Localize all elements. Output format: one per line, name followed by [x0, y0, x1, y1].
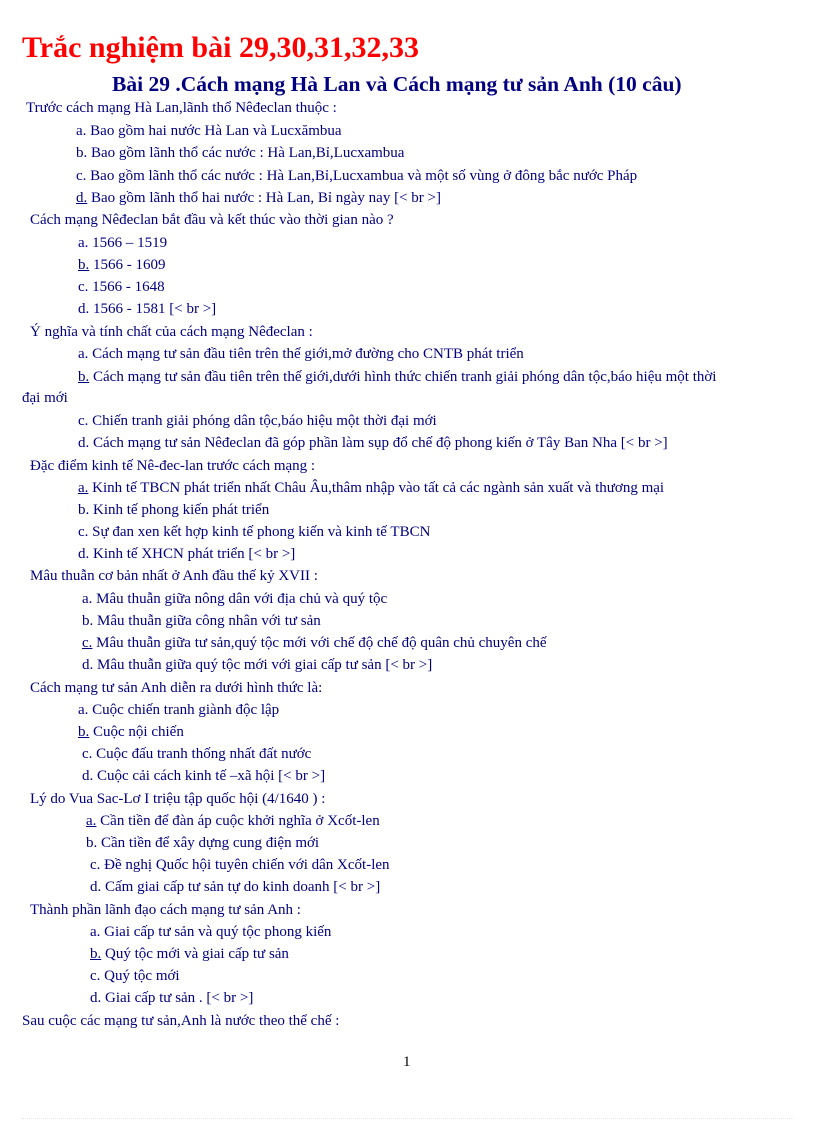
- line-text: d. Cấm giai cấp tư sản tự do kinh doanh [< br >]: [90, 879, 381, 895]
- line-text: c. Cuộc đấu tranh thống nhất đất nước: [82, 746, 312, 762]
- line-text: b. Cần tiền để xây dựng cung điện mới: [86, 835, 320, 851]
- text-line: [78, 700, 279, 720]
- answer-key-marker: b.: [90, 946, 102, 962]
- line-text: Mâu thuẫn giữa tư sản,quý tộc mới với chế độ chế độ quân chủ chuyên chế: [92, 635, 547, 651]
- text-line: [90, 988, 253, 1008]
- text-line: [82, 611, 321, 631]
- text-line: [78, 478, 664, 498]
- text-line: [22, 1011, 339, 1031]
- line-text: đại mới: [22, 390, 68, 406]
- text-line: [30, 322, 313, 342]
- text-line: [76, 188, 441, 208]
- answer-key-marker: c.: [82, 635, 93, 651]
- line-text: b. Mâu thuẫn giữa công nhân với tư sản: [82, 613, 321, 629]
- line-text: a. 1566 – 1519: [78, 235, 168, 251]
- text-line: [82, 655, 432, 675]
- text-line: [22, 388, 68, 408]
- line-text: c. 1566 - 1648: [78, 279, 165, 295]
- line-text: d. Cuộc cải cách kinh tế –xã hội [< br >]: [82, 768, 326, 784]
- text-line: [78, 233, 167, 253]
- text-line: [30, 566, 318, 586]
- line-text: Kinh tế TBCN phát triển nhất Châu Âu,thâm nhập vào tất cả các ngành sản xuất và thương mại: [88, 480, 665, 496]
- line-text: Cuộc nội chiến: [89, 724, 184, 740]
- text-line: [90, 944, 289, 964]
- answer-key-marker: b.: [78, 724, 90, 740]
- line-text: d. Cách mạng tư sản Nêđeclan đã góp phần làm sụp đổ chế độ phong kiến ở Tây Ban Nha [< br >]: [78, 435, 668, 451]
- text-line: [90, 877, 380, 897]
- text-line: [78, 277, 165, 297]
- lesson-subtitle: Bài 29 .Cách mạng Hà Lan và Cách mạng tư sản Anh (10 câu): [112, 72, 682, 96]
- text-line: [30, 789, 325, 809]
- line-text: Cách mạng tư sản đầu tiên trên thế giới,dưới hình thức chiến tranh giải phóng dân tộc,báo hiệu một thời: [89, 369, 717, 385]
- text-line: [78, 255, 166, 275]
- text-line: [26, 98, 337, 118]
- line-text: Lý do Vua Sac-Lơ I triệu tập quốc hội (4/1640 ) :: [30, 791, 326, 807]
- line-text: Bao gồm lãnh thổ hai nước : Hà Lan, Bỉ ngày nay [< br >]: [87, 190, 441, 206]
- line-text: Quý tộc mới và giai cấp tư sản: [101, 946, 289, 962]
- line-text: Cách mạng tư sản Anh diễn ra dưới hình thức là:: [30, 680, 323, 696]
- line-text: a. Mâu thuẫn giữa nông dân với địa chủ và quý tộc: [82, 591, 388, 607]
- line-text: a. Giai cấp tư sản và quý tộc phong kiến: [90, 924, 332, 940]
- line-text: a. Cách mạng tư sản đầu tiên trên thế giới,mở đường cho CNTB phát triển: [78, 346, 524, 362]
- line-text: c. Đề nghị Quốc hội tuyên chiến với dân Xcốt-len: [90, 857, 390, 873]
- answer-key-marker: a.: [78, 480, 89, 496]
- answer-key-marker: d.: [76, 190, 88, 206]
- text-line: [78, 544, 295, 564]
- answer-key-marker: a.: [86, 813, 97, 829]
- text-line: [82, 589, 387, 609]
- text-line: [30, 678, 322, 698]
- text-line: [78, 299, 216, 319]
- text-line: [30, 456, 315, 476]
- text-line: [86, 811, 380, 831]
- line-text: c. Quý tộc mới: [90, 968, 180, 984]
- text-line: [86, 833, 319, 853]
- line-text: b. Bao gồm lãnh thổ các nước : Hà Lan,Bỉ,Lucxambua: [76, 145, 405, 161]
- text-line: [90, 855, 390, 875]
- text-line: [78, 367, 716, 387]
- document-title: Trắc nghiệm bài 29,30,31,32,33: [22, 31, 419, 64]
- text-line: [82, 766, 325, 786]
- line-text: Mâu thuẫn cơ bản nhất ở Anh đầu thế kỷ XVII :: [30, 568, 318, 584]
- line-text: Đặc điểm kinh tế Nê-đec-lan trước cách mạng :: [30, 458, 316, 474]
- line-text: a. Cuộc chiến tranh giành độc lập: [78, 702, 280, 718]
- line-text: b. Kinh tế phong kiến phát triển: [78, 502, 270, 518]
- text-line: [78, 433, 668, 453]
- text-line: [76, 166, 637, 186]
- line-text: d. Kinh tế XHCN phát triển [< br >]: [78, 546, 296, 562]
- text-line: [90, 922, 331, 942]
- line-text: d. 1566 - 1581 [< br >]: [78, 301, 217, 317]
- text-line: [82, 633, 547, 653]
- text-line: [78, 411, 437, 431]
- text-line: [78, 722, 184, 742]
- line-text: d. Mâu thuẫn giữa quý tộc mới với giai cấp tư sản [< br >]: [82, 657, 433, 673]
- text-line: [90, 966, 180, 986]
- text-line: [82, 744, 311, 764]
- line-text: Ý nghĩa và tính chất của cách mạng Nêđeclan :: [30, 324, 313, 340]
- line-text: a. Bao gồm hai nước Hà Lan và Lucxămbua: [76, 123, 342, 139]
- footer-divider: [22, 1118, 794, 1119]
- line-text: Cách mạng Nêđeclan bắt đầu và kết thúc vào thời gian nào ?: [30, 212, 394, 228]
- page-number: 1: [403, 1054, 411, 1070]
- line-text: Thành phần lãnh đạo cách mạng tư sản Anh :: [30, 902, 301, 918]
- text-line: [78, 500, 269, 520]
- line-text: c. Sự đan xen kết hợp kinh tế phong kiến và kinh tế TBCN: [78, 524, 431, 540]
- text-line: [78, 344, 524, 364]
- text-line: [30, 900, 301, 920]
- text-line: [78, 522, 430, 542]
- line-text: c. Bao gồm lãnh thổ các nước : Hà Lan,Bỉ,Lucxambua và một số vùng ở đông bắc nước Pháp: [76, 168, 638, 184]
- line-text: Sau cuộc các mạng tư sản,Anh là nước theo thể chế :: [22, 1013, 340, 1029]
- answer-key-marker: b.: [78, 257, 90, 273]
- line-text: Cần tiền để đàn áp cuộc khởi nghĩa ở Xcốt-len: [96, 813, 380, 829]
- line-text: Trước cách mạng Hà Lan,lãnh thổ Nêđeclan thuộc :: [26, 100, 337, 116]
- line-text: 1566 - 1609: [89, 257, 166, 273]
- text-line: [76, 143, 404, 163]
- line-text: c. Chiến tranh giải phóng dân tộc,báo hiệu một thời đại mới: [78, 413, 437, 429]
- text-line: [30, 210, 394, 230]
- answer-key-marker: b.: [78, 369, 90, 385]
- line-text: d. Giai cấp tư sản . [< br >]: [90, 990, 254, 1006]
- text-line: [76, 121, 342, 141]
